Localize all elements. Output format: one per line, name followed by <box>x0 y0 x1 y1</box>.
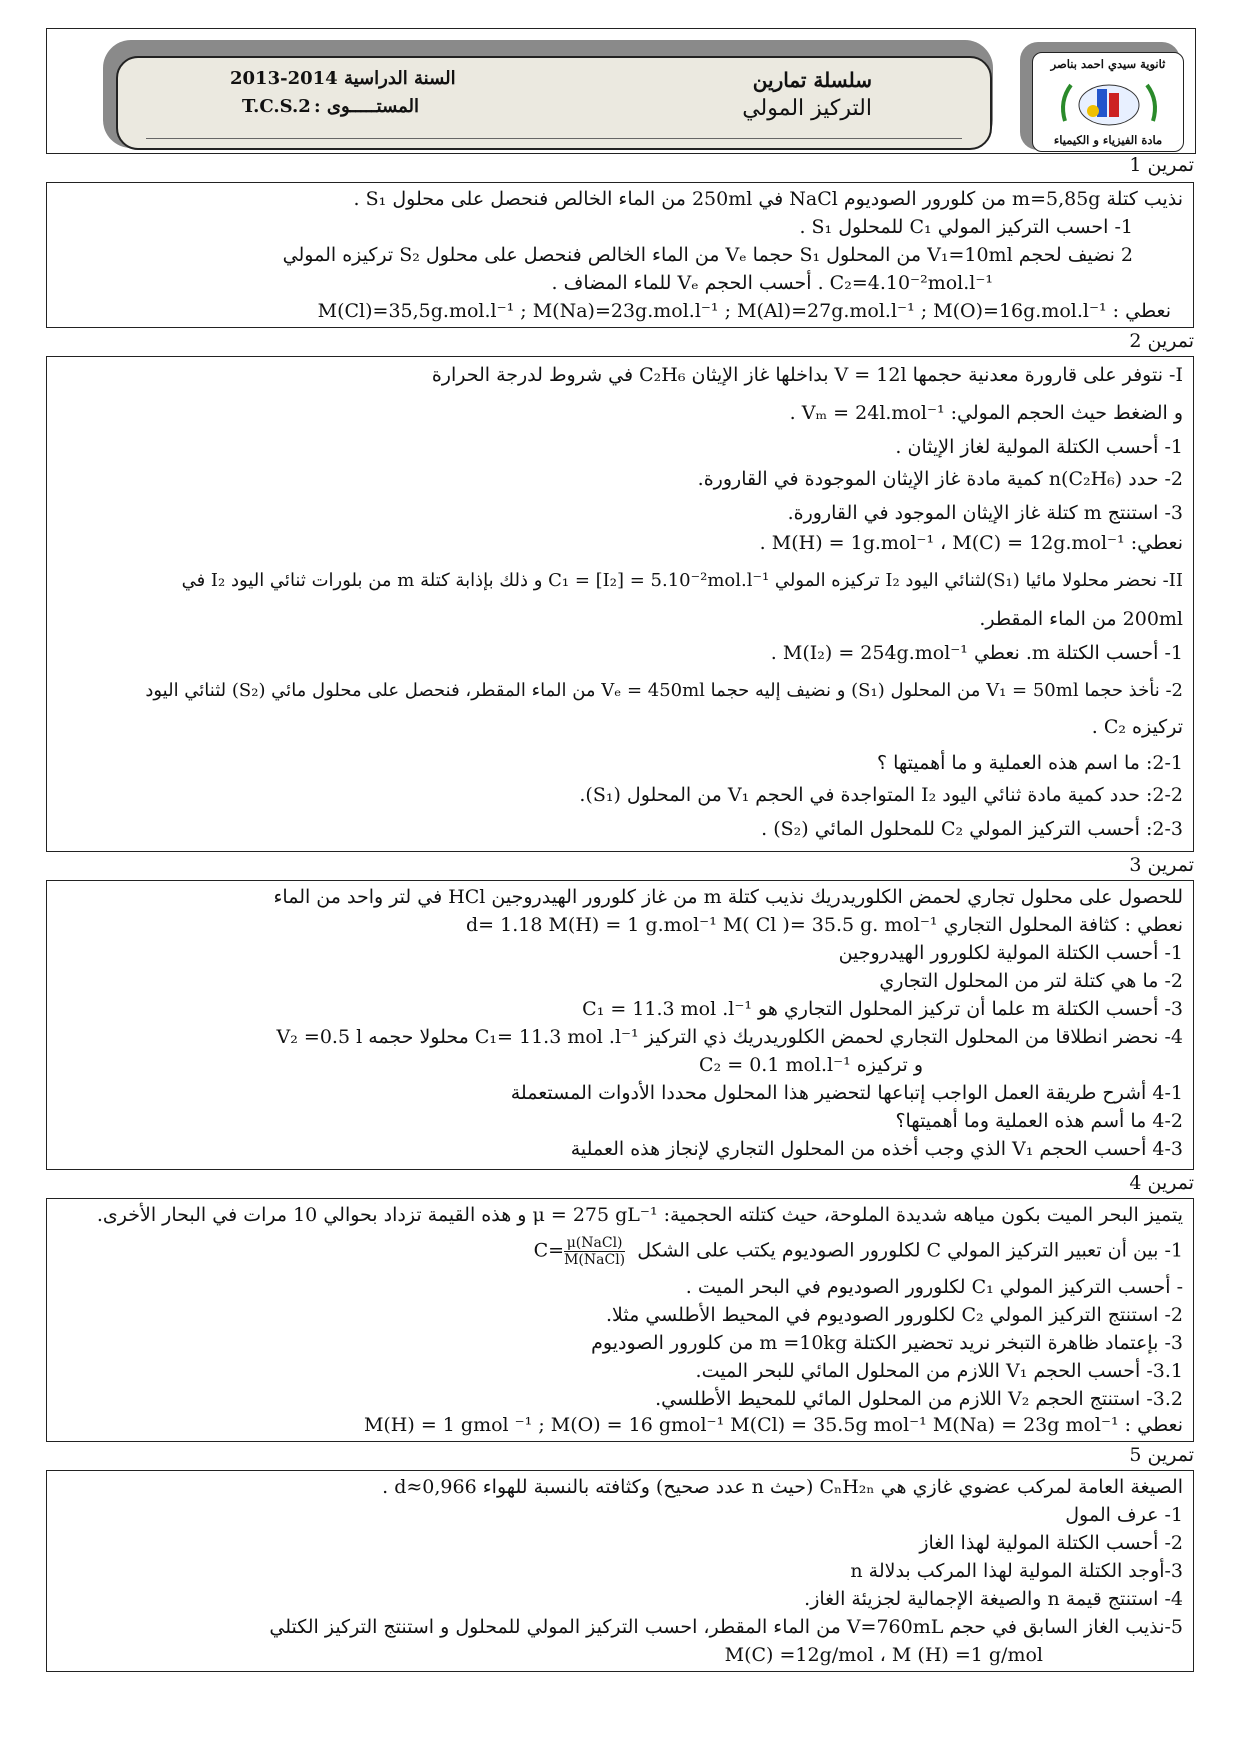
ex2-line-14: 2-3: أحسب التركيز المولي C₂ للمحلول المائي (S₂) . <box>761 818 1183 840</box>
exercise-2-box <box>46 356 1194 852</box>
ex4-line-1: يتميز البحر الميت بكون مياهه شديدة الملوحة، حيث كتلته الحجمية: μ = 275 gL⁻¹ و هذه القيمة تزداد بحوالي 10 مرات في البحار الأخرى. <box>96 1204 1183 1226</box>
exercise-4-heading: تمرين 4 <box>1129 1172 1194 1194</box>
ex4-line-3: - أحسب التركيز المولي C₁ لكلورور الصوديوم في البحر الميت . <box>685 1276 1183 1298</box>
logo-subject: مادة الفيزياء و الكيمياء <box>1053 133 1163 147</box>
ex4-line-5: 3- بإعتماد ظاهرة التبخر نريد تحضير الكتلة m =10kg من كلورور الصوديوم <box>591 1332 1183 1354</box>
level-value: T.C.S.2 <box>242 96 311 117</box>
ex2-line-12: 2-1: ما اسم هذه العملية و ما أهميتها ؟ <box>876 752 1183 774</box>
exercise-2-heading: تمرين 2 <box>1129 330 1194 352</box>
ex5-line-4: 3-أوجد الكتلة المولية لهذا المركب بدلالة n <box>850 1560 1183 1582</box>
ex3-line-8: 4-1 أشرح طريقة العمل الواجب إتباعها لتحضير هذا المحلول محددا الأدوات المستعملة <box>510 1082 1183 1104</box>
ex2-line-6: نعطي: M(H) = 1g.mol⁻¹ ، M(C) = 12g.mol⁻¹ . <box>759 532 1183 554</box>
level-label: المستـــــوى : <box>314 96 420 117</box>
exercise-5-box <box>46 1470 1194 1672</box>
exercise-3-heading: تمرين 3 <box>1129 854 1194 876</box>
ex1-line-1: نذيب كتلة m=5,85g من كلورور الصوديوم NaCl في 250ml من الماء الخالص فنحصل على محلول S₁ . <box>353 188 1183 210</box>
ex2-line-1: I- نتوفر على قارورة معدنية حجمها V = 12l بداخلها غاز الإيثان C₂H₆ في شروط لدرجة الحرارة <box>431 364 1183 386</box>
formula-denominator: M(NaCl) <box>564 1252 626 1268</box>
ex2-line-11: تركيزه C₂ . <box>1091 716 1183 738</box>
ex1-line-2: 1- احسب التركيز المولي C₁ للمحلول S₁ . <box>799 216 1133 238</box>
exercise-4-box <box>46 1198 1194 1442</box>
ex5-line-7: M(C) =12g/mol ، M (H) =1 g/mol <box>724 1644 1043 1666</box>
ex4-line-4: 2- استنتج التركيز المولي C₂ لكلورور الصوديوم في المحيط الأطلسي مثلا. <box>606 1304 1183 1326</box>
series-title: سلسلة تمارين <box>752 68 872 92</box>
ex3-line-5: 3- أحسب الكتلة m علما أن تركيز المحلول التجاري هو C₁ = 11.3 mol .l⁻¹ <box>582 998 1183 1020</box>
ex3-line-3: 1- أحسب الكتلة المولية لكلورور الهيدروجين <box>838 942 1183 964</box>
lab-flask-icon <box>1053 73 1165 129</box>
ex1-line-5: نعطي : M(Cl)=35,5g.mol.l⁻¹ ; M(Na)=23g.mol.l⁻¹ ; M(Al)=27g.mol.l⁻¹ ; M(O)=16g.mol.l⁻¹ <box>317 300 1171 322</box>
ex3-line-1: للحصول على محلول تجاري لحمض الكلوريدريك نذيب كتلة m من غاز كلورور الهيدروجين HCl في لتر واحد من الماء <box>273 886 1183 908</box>
ex2-line-8: 200ml من الماء المقطر. <box>979 608 1183 630</box>
ex3-line-10: 4-3 أحسب الحجم V₁ الذي وجب أخذه من المحلول التجاري لإنجاز هذه العملية <box>570 1138 1183 1160</box>
ex2-line-3: 1- أحسب الكتلة المولية لغاز الإيثان . <box>895 436 1183 458</box>
exercise-5-heading: تمرين 5 <box>1129 1444 1194 1466</box>
title-card <box>116 56 992 150</box>
ex2-line-13: 2-2: حدد كمية مادة ثنائي اليود I₂ المتواجدة في الحجم V₁ من المحلول (S₁). <box>579 784 1183 806</box>
formula-numerator: μ(NaCl) <box>564 1235 625 1252</box>
ex2-line-9: 1- أحسب الكتلة m. نعطي M(I₂) = 254g.mol⁻¹ . <box>770 642 1183 664</box>
logo-school-name: ثانوية سيدي احمد بناصر <box>1050 57 1166 71</box>
ex3-line-2: نعطي : كثافة المحلول التجاري d= 1.18 M(H) = 1 g.mol⁻¹ M( Cl )= 35.5 g. mol⁻¹ <box>465 914 1183 936</box>
ex3-line-9: 4-2 ما أسم هذه العملية وما أهميتها؟ <box>895 1110 1183 1132</box>
ex2-line-10: 2- نأخذ حجما V₁ = 50ml من المحلول (S₁) و نضيف إليه حجما Vₑ = 450ml من الماء المقطر، فنحصل على محلول مائي (S₂) لثنائي اليود <box>145 680 1183 701</box>
formula-lhs: C= <box>533 1239 565 1262</box>
ex2-line-4: 2- حدد n(C₂H₆) كمية مادة غاز الإيثان الموجودة في القارورة. <box>697 468 1183 490</box>
ex4-line-2-text: 1- بين أن تعبير التركيز المولي C لكلورور الصوديوم يكتب على الشكل <box>637 1239 1183 1262</box>
school-logo <box>1032 52 1184 152</box>
ex5-line-5: 4- استنتج قيمة n والصيغة الإجمالية لجزيئة الغاز. <box>804 1588 1183 1610</box>
ex4-line-7: 3.2- استنتج الحجم V₂ اللازم من المحلول المائي للمحيط الأطلسي. <box>655 1388 1183 1410</box>
topic-title: التركيز المولي <box>742 96 872 121</box>
ex2-line-7: II- نحضر محلولا مائيا (S₁)لثنائي اليود I₂ تركيزه المولي C₁ = [I₂] = 5.10⁻²mol.l⁻¹ و ذلك بإذابة كتلة m من بلورات ثنائي اليود I₂ في <box>181 570 1183 591</box>
ex3-line-6: 4- نحضر انطلاقا من المحلول التجاري لحمض الكلوريدريك ذي التركيز C₁= 11.3 mol .l⁻¹ محلولا حجمه V₂ =0.5 l <box>276 1026 1183 1048</box>
school-year: السنة الدراسية 2014-2013 <box>230 68 456 89</box>
ex5-line-1: الصيغة العامة لمركب عضوي غازي هي CₙH₂ₙ (حيث n عدد صحيح) وكثافته بالنسبة للهواء d≈0,966 . <box>382 1476 1183 1498</box>
exercise-1-heading: تمرين 1 <box>1129 154 1194 176</box>
ex3-line-4: 2- ما هي كتلة لتر من المحلول التجاري <box>879 970 1183 992</box>
exercise-3-box <box>46 880 1194 1170</box>
ex3-line-7: و تركيزه C₂ = 0.1 mol.l⁻¹ <box>699 1054 923 1076</box>
exercise-1-box <box>46 182 1194 328</box>
ex4-line-6: 3.1- أحسب الحجم V₁ اللازم من المحلول المائي للبحر الميت. <box>695 1360 1183 1382</box>
ex4-line-8: نعطي : M(H) = 1 gmol ⁻¹ ; M(O) = 16 gmol⁻¹ M(Cl) = 35.5g mol⁻¹ M(Na) = 23g mol⁻¹ <box>363 1414 1183 1436</box>
ex5-line-6: 5-نذيب الغاز السابق في حجم V=760mL من الماء المقطر، احسب التركيز المولي للمحلول و استنتج التركيز الكتلي <box>269 1616 1183 1638</box>
ex2-line-5: 3- استنتج m كتلة غاز الإيثان الموجود في القارورة. <box>787 502 1183 524</box>
ex1-line-3: 2 نضيف لحجم V₁=10ml من المحلول S₁ حجما Vₑ من الماء الخالص فنحصل على محلول S₂ تركيزه المولي <box>282 244 1133 266</box>
ex5-line-3: 2- أحسب الكتلة المولية لهذا الغاز <box>919 1532 1183 1554</box>
ex2-line-2: و الضغط حيث الحجم المولي: Vₘ = 24l.mol⁻¹ . <box>789 402 1183 424</box>
ex1-line-4: C₂=4.10⁻²mol.l⁻¹ . أحسب الحجم Vₑ للماء المضاف . <box>551 272 993 294</box>
ex5-line-2: 1- عرف المول <box>1065 1504 1183 1526</box>
ex4-line-2 <box>534 1235 1183 1268</box>
molar-concentration-formula <box>534 1235 626 1268</box>
